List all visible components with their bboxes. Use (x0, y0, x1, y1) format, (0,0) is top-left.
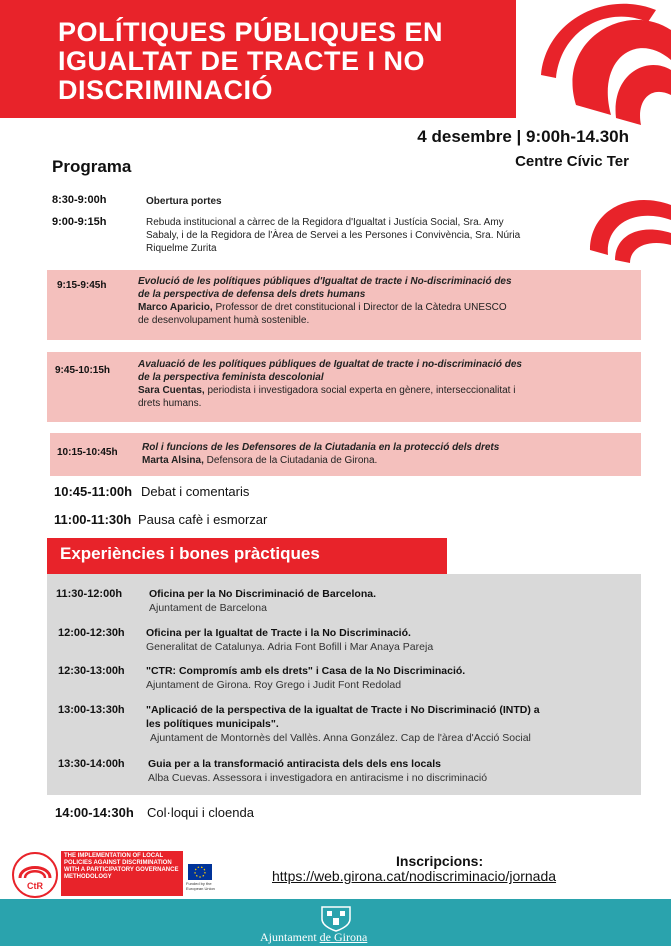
session-text: Avaluació de les polítiques públiques de Igualtat de tracte i no-discriminació des de la perspectiva feminista descolonial Sara Cuentas, periodista i investigadora social experta en gènere, interseccionalitat i drets humans. (138, 359, 522, 409)
inscripcions-link[interactable]: https://web.girona.cat/nodiscriminacio/jornada (272, 868, 557, 884)
schedule-text: Rebuda institucional a càrrec de la Regidora d'Igualtat i Justícia Social, Sra. Amy Sabaly, i de la Regidora de l'Àrea de Servei a les Persones i Convivència, Sra. Núria Riquelme Zurita (146, 217, 521, 254)
session-time: 10:15-10:45h (57, 447, 118, 458)
schedule-text: Debat i comentaris (141, 484, 250, 499)
event-venue: Centre Cívic Ter (515, 153, 629, 170)
ctr-logo-icon (12, 852, 58, 898)
experience-time: 13:00-13:30h (58, 704, 125, 716)
eu-funded-text: Funded by the European Union (186, 881, 215, 891)
event-date: 4 desembre | 9:00h-14.30h (417, 127, 629, 146)
experience-time: 13:30-14:00h (58, 758, 125, 770)
session-text: Rol i funcions de les Defensores de la Ciutadania en la protecció dels drets Marta Alsina, Defensora de la Ciutadania de Girona. (142, 442, 500, 466)
eu-flag-icon (188, 864, 212, 880)
ajuntament-logo-text: Ajuntament de Girona (260, 930, 368, 944)
experiencies-title: Experiències i bones pràctiques (60, 544, 320, 563)
schedule-time: 14:00-14:30h (55, 805, 134, 820)
schedule-time: 10:45-11:00h (54, 484, 133, 499)
girona-emblem-icon (318, 903, 354, 933)
experience-time: 12:30-13:00h (58, 665, 125, 677)
session-time: 9:15-9:45h (57, 280, 107, 291)
experience-item: Oficina per la Igualtat de Tracte i la No Discriminació. Generalitat de Catalunya. Adria Font Bofill i Mar Anaya Pareja (146, 627, 434, 653)
schedule-text: Pausa cafè i esmorzar (138, 512, 268, 527)
schedule-time: 11:00-11:30h (54, 512, 132, 527)
experience-time: 12:00-12:30h (58, 627, 125, 639)
schedule-time: 8:30-9:00h (52, 194, 107, 206)
ctr-logo-text: CtR (27, 881, 43, 891)
experience-item: Guia per a la transformació antiracista dels dels ens locals Alba Cuevas. Assessora i investigadora en antiracisme i no discriminació (148, 758, 488, 784)
schedule-text: Obertura portes (146, 196, 222, 207)
page-title: POLÍTIQUES PÚBLIQUES EN IGUALTAT DE TRACTE I NO DISCRIMINACIÓ (58, 17, 444, 105)
experience-item: Oficina per la No Discriminació de Barcelona. Ajuntament de Barcelona (149, 588, 376, 614)
experience-item: "Aplicació de la perspectiva de la igualtat de Tracte i No Discriminació (INTD) a les polítiques municipals". Ajuntament de Montornès del Vallès. Anna González. Cap de l'àrea d'Acció Social (146, 704, 540, 744)
project-text: THE IMPLEMENTATION OF LOCAL POLICIES AGAINST DISCRIMINATION WITH A PARTICIPATORY GOVERNANCE METHODOLOGY (64, 853, 179, 880)
session-time: 9:45-10:15h (55, 365, 111, 376)
schedule-text: Col·loqui i cloenda (147, 805, 254, 820)
session-text: Evolució de les polítiques públiques d'Igualtat de tracte i No-discriminació des de la perspectiva de defensa dels drets humans Marco Aparicio, Professor de dret constitucional i Director de la Càtedra UNESCO de desenvolupament humà sostenible. (138, 276, 512, 326)
programa-title: Programa (52, 157, 132, 176)
experience-time: 11:30-12:00h (56, 588, 123, 600)
inscripcions-title: Inscripcions: (396, 853, 484, 869)
experience-item: "CTR: Compromís amb els drets" i Casa de la No Discriminació. Ajuntament de Girona. Roy Grego i Judit Font Redolad (146, 665, 466, 691)
schedule-time: 9:00-9:15h (52, 216, 107, 228)
